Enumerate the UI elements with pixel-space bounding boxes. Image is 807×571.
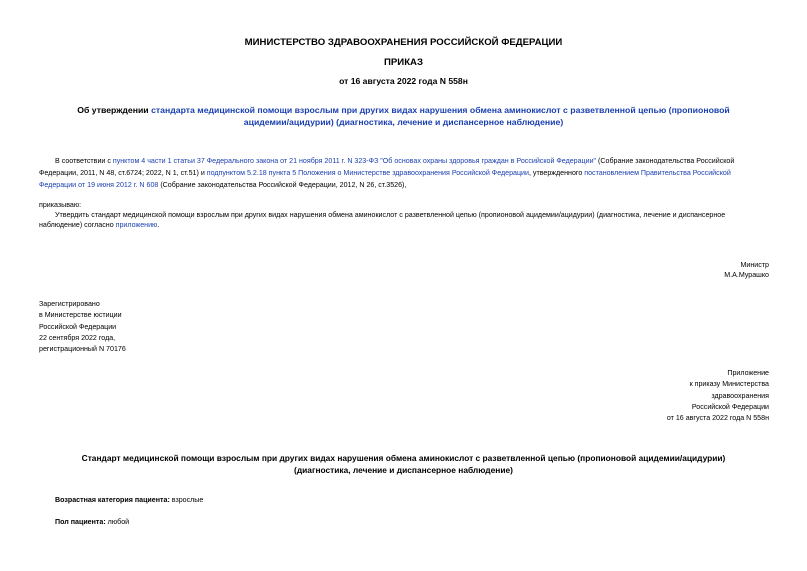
registration-line: Российской Федерации xyxy=(39,322,117,331)
order-title-line2 xyxy=(0,117,807,127)
ministry-regulation-link[interactable]: подпунктом 5.2.18 пункта 5 Положения о Министерстве здравоохранения Российской Федерации xyxy=(206,169,529,177)
age-label: Возрастная категория пациента: xyxy=(55,496,170,504)
intro-text: Федерации, 2011, N 48, ст.6724; 2022, N 1, ст.51) и xyxy=(39,169,207,177)
doc-date-number: от 16 августа 2022 года N 558н xyxy=(339,76,468,86)
signature-position: Министр xyxy=(740,261,769,269)
registration-line: в Министерстве юстиции xyxy=(39,311,122,320)
intro-text: (Собрание законодательства Российской xyxy=(596,157,735,165)
signature-name: М.А.Мурашко xyxy=(724,271,769,279)
government-decree-link-part2[interactable]: Федерации от 19 июня 2012 г. N 608 xyxy=(39,181,159,189)
appendix-line: к приказу Министерства xyxy=(689,380,769,389)
sex-label: Пол пациента: xyxy=(55,518,106,526)
standard-title-line1: Стандарт медицинской помощи взрослым при других видах нарушения обмена аминокислот с разветвленной цепью (пропионовой ацидемии/ацидурии) xyxy=(81,453,726,463)
registration-block xyxy=(39,299,126,355)
standard-link-line1[interactable]: стандарта медицинской помощи взрослым при других видах нарушения обмена аминокислот с разветвленной цепью (пропионовой xyxy=(151,105,730,115)
title-prefix: Об утверждении xyxy=(77,105,152,115)
registration-line: 22 сентября 2022 года, xyxy=(39,333,116,342)
appendix-line: от 16 августа 2022 года N 558н xyxy=(666,414,769,423)
sex-value: любой xyxy=(105,518,130,526)
order-title-line1 xyxy=(0,105,807,115)
intro-text: В соответствии с xyxy=(55,157,113,165)
government-decree-link-part1[interactable]: постановлением Правительства Российской xyxy=(584,169,731,177)
intro-line1 xyxy=(55,155,734,167)
standard-title-line2: (диагностика, лечение и диспансерное наблюдение) xyxy=(294,465,513,475)
patient-age xyxy=(55,494,203,506)
appendix-line: Российской Федерации xyxy=(691,402,769,411)
order-text: наблюдение) согласно xyxy=(39,221,116,229)
order-text-line1: Утвердить стандарт медицинской помощи взрослым при других видах нарушения обмена аминокислот с разветвленной цепью (пропионовой ацидемии/ацидурии) (диагностика, лечение и диспансерное xyxy=(55,211,726,219)
registration-line: регистрационный N 70176 xyxy=(39,345,126,354)
standard-link-line2[interactable]: ацидемии/ацидурии) (диагностика, лечение и диспансерное наблюдение) xyxy=(243,117,564,127)
registration-line: Зарегистрировано xyxy=(39,300,100,308)
patient-sex xyxy=(55,516,129,528)
order-text: . xyxy=(157,221,160,229)
appendix-header xyxy=(667,368,769,424)
order-text-line2 xyxy=(39,219,159,231)
appendix-link[interactable]: приложению xyxy=(115,221,158,229)
law-323-link[interactable]: пунктом 4 части 1 статьи 37 Федерального закона от 21 ноября 2011 г. N 323-ФЗ "Об основах охраны здоровья граждан в Российской Федерации" xyxy=(112,157,597,165)
appendix-line: Приложение xyxy=(727,369,769,377)
ministry-heading: МИНИСТЕРСТВО ЗДРАВООХРАНЕНИЯ РОССИЙСКОЙ ФЕДЕРАЦИИ xyxy=(244,37,563,48)
order-word: приказываю: xyxy=(39,201,82,209)
intro-text: , утвержденного xyxy=(528,169,585,177)
intro-line2 xyxy=(39,167,731,179)
doc-type-heading: ПРИКАЗ xyxy=(384,57,423,68)
intro-text: (Собрание законодательства Российской Федерации, 2012, N 26, ст.3526), xyxy=(158,181,407,189)
appendix-line: здравоохранения xyxy=(711,391,769,400)
intro-line3 xyxy=(39,179,406,191)
age-value: взрослые xyxy=(169,496,204,504)
